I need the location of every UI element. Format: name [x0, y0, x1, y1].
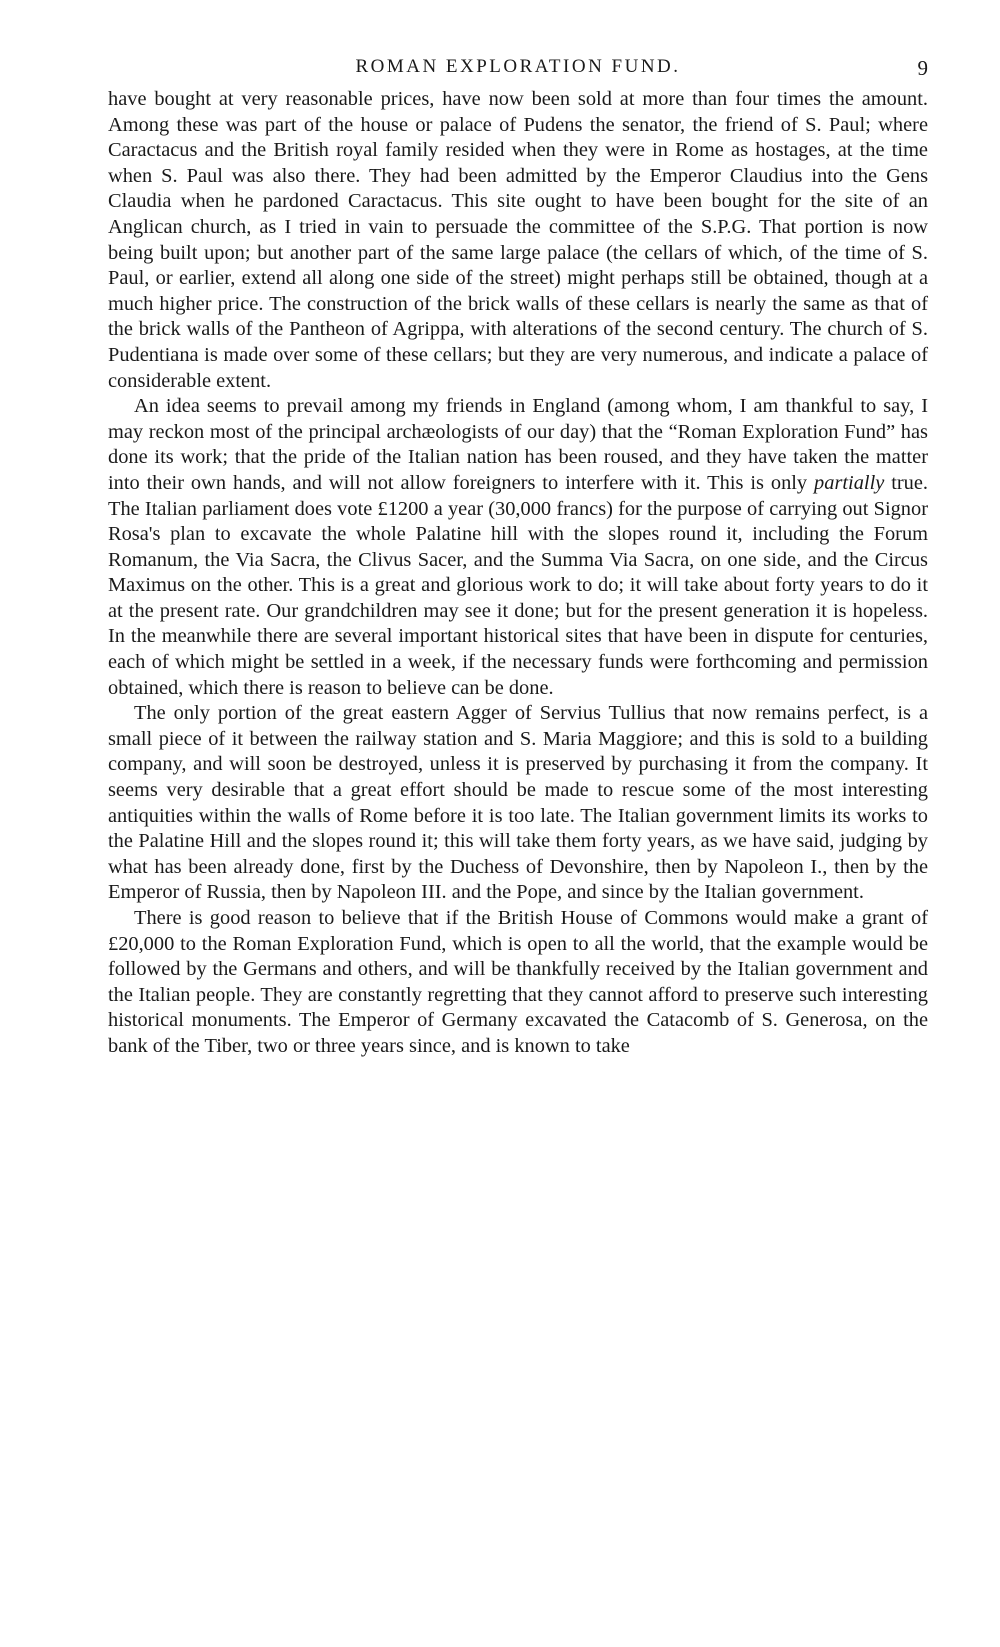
paragraph-1 — [108, 87, 928, 394]
page-number: 9 — [917, 56, 928, 80]
paragraph-2-text-b: true. The Italian parliament does vote £1200 a year (30,000 francs) for the purpose of carrying out Signor Rosa's plan to excavate the whole Palatine hill with the slopes round it, including the Forum Romanum, the Via Sacra, the Clivus Sacer, and the Summa Via Sacra, on one side, and the Circus Maximus on the other. This is a great and glorious work to do; it will take about forty years to do it at the present rate. Our grandchildren may see it done; but for the present generation it is hopeless. In the meanwhile there are several important historical sites that have been in dispute for centuries, each of which might be settled in a week, if the necessary funds were forthcoming and permission obtained, which there is reason to believe can be done. — [108, 471, 928, 699]
running-title: ROMAN EXPLORATION FUND. — [355, 56, 681, 77]
paragraph-2 — [108, 394, 928, 701]
paragraph-4-text: There is good reason to believe that if the British House of Commons would make a grant of £20,000 to the Roman Exploration Fund, which is open to all the world, that the example would be followed by the Germans and others, and will be thankfully received by the Italian government and the Italian people. They are constantly regretting that they cannot afford to preserve such interesting historical monuments. The Emperor of Germany excavated the Catacomb of S. Generosa, on the bank of the Tiber, two or three years since, and is known to take — [108, 907, 928, 1057]
paragraph-3 — [108, 701, 928, 906]
paragraph-2-emphasis: partially — [814, 471, 885, 494]
paragraph-1-text: have bought at very reasonable prices, have now been sold at more than four times the amount. Among these was part of the house or palace of Pudens the senator, the friend of S. Paul; where Caractacus and the British royal family resided when they were in Rome as hostages, at the time when S. Paul was also there. They had been admitted by the Emperor Claudius into the Gens Claudia when he pardoned Caractacus. This site ought to have been bought for the site of an Anglican church, as I tried in vain to persuade the committee of the S.P.G. That portion is now being built upon; but another part of the same large palace (the cellars of which, of the time of S. Paul, or earlier, extend all along one side of the street) might perhaps still be obtained, though at a much higher price. The construction of the brick walls of these cellars is nearly the same as that of the brick walls of the Pantheon of Agrippa, with alterations of the second century. The church of S. Pudentiana is made over some of these cellars; but they are very numerous, and indicate a palace of considerable extent. — [108, 88, 928, 392]
paragraph-3-text: The only portion of the great eastern Agger of Servius Tullius that now remains perfect, is a small piece of it between the railway station and S. Maria Maggiore; and this is sold to a building company, and will soon be destroyed, unless it is preserved by purchasing it from the company. It seems very desirable that a great effort should be made to rescue some of the most interesting antiquities within the walls of Rome before it is too late. The Italian government limits its works to the Palatine Hill and the slopes round it; this will take them forty years, as we have said, judging by what has been already done, first by the Duchess of Devonshire, then by Napoleon I., then by the Emperor of Russia, then by Napoleon III. and the Pope, and since by the Italian government. — [108, 702, 928, 904]
paragraph-2-text-a: An idea seems to prevail among my friends in England (among whom, I am thankful to say, I may reckon most of the principal archæologists of our day) that the “Roman Exploration Fund” has done its work; that the pride of the Italian nation has been roused, and they have taken the matter into their own hands, and will not allow foreigners to interfere with it. This is only — [108, 395, 928, 494]
paragraph-4 — [108, 906, 928, 1060]
body-text — [108, 87, 928, 1060]
running-head — [108, 56, 928, 86]
